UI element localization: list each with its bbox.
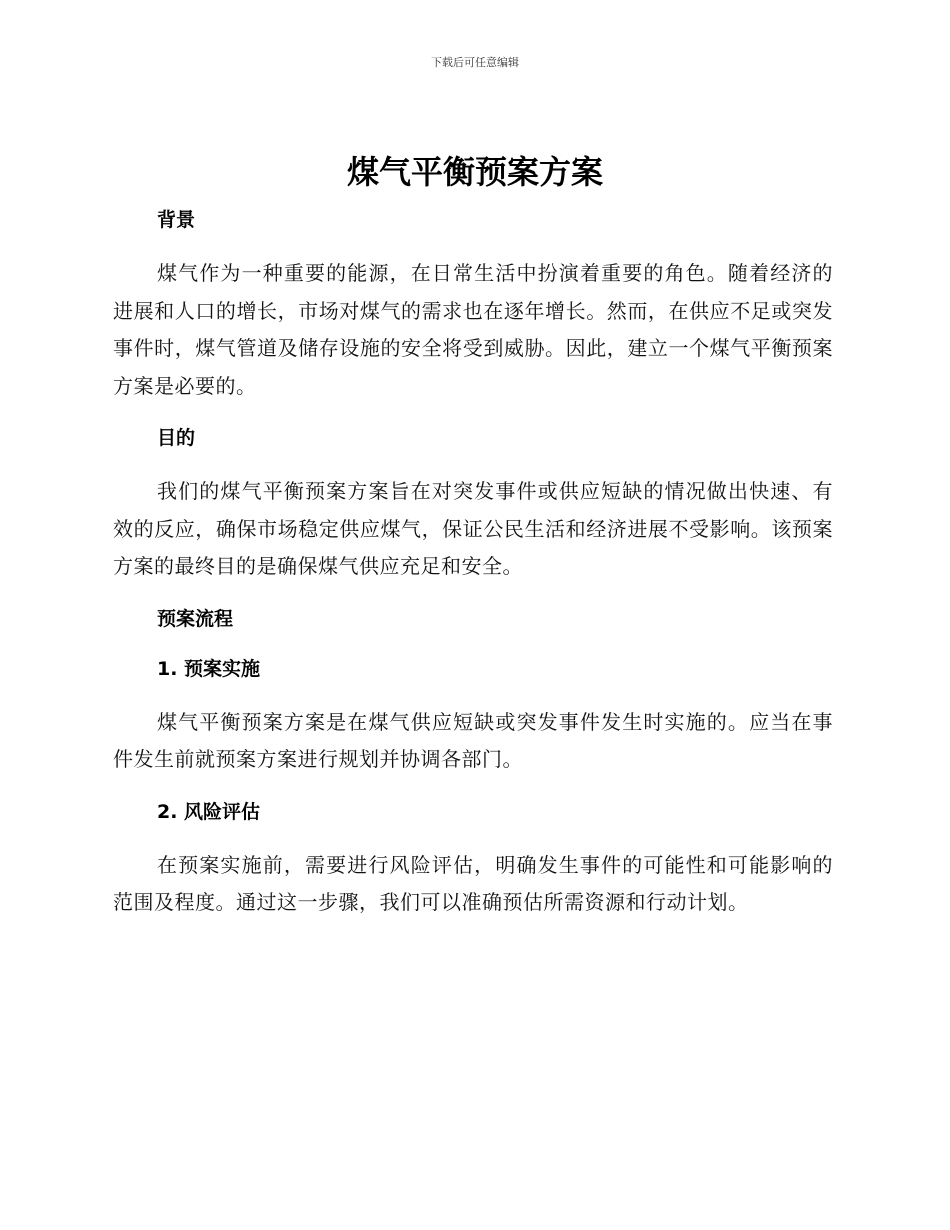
spacer [113,455,833,473]
spacer [113,636,833,652]
spacer [113,686,833,704]
subsection-heading-risk-assessment: 2. 风险评估 [157,800,261,823]
section-heading-process: 预案流程 [157,607,234,630]
subsection-heading-implementation: 1. 预案实施 [157,657,261,680]
spacer [113,779,833,795]
page-header-note: 下载后可任意编辑 [431,56,519,69]
section-heading-background: 背景 [157,209,196,231]
document-body [113,203,833,922]
paragraph-risk-assessment: 在预案实施前，需要进行风险评估，明确发生事件的可能性和可能影响的范围及程度。通过这一步骤，我们可以准确预估所需资源和行动计划。 [113,852,833,914]
spacer [113,586,833,602]
spacer [113,405,833,421]
paragraph-purpose: 我们的煤气平衡预案方案旨在对突发事件或供应短缺的情况做出快速、有效的反应，确保市场稳定供应煤气，保证公民生活和经济进展不受影响。该预案方案的最终目的是确保煤气供应充足和安全。 [113,479,833,578]
spacer [113,829,833,847]
document-title: 煤气平衡预案方案 [346,153,603,191]
spacer [113,237,833,255]
section-heading-purpose: 目的 [157,427,196,449]
paragraph-background: 煤气作为一种重要的能源，在日常生活中扮演着重要的角色。随着经济的进展和人口的增长，市场对煤气的需求也在逐年增长。然而，在供应不足或突发事件时，煤气管道及储存设施的安全将受到威胁。因此，建立一个煤气平衡预案方案是必要的。 [113,261,833,398]
paragraph-implementation: 煤气平衡预案方案是在煤气供应短缺或突发事件发生时实施的。应当在事件发生前就预案方案进行规划并协调各部门。 [113,709,833,771]
